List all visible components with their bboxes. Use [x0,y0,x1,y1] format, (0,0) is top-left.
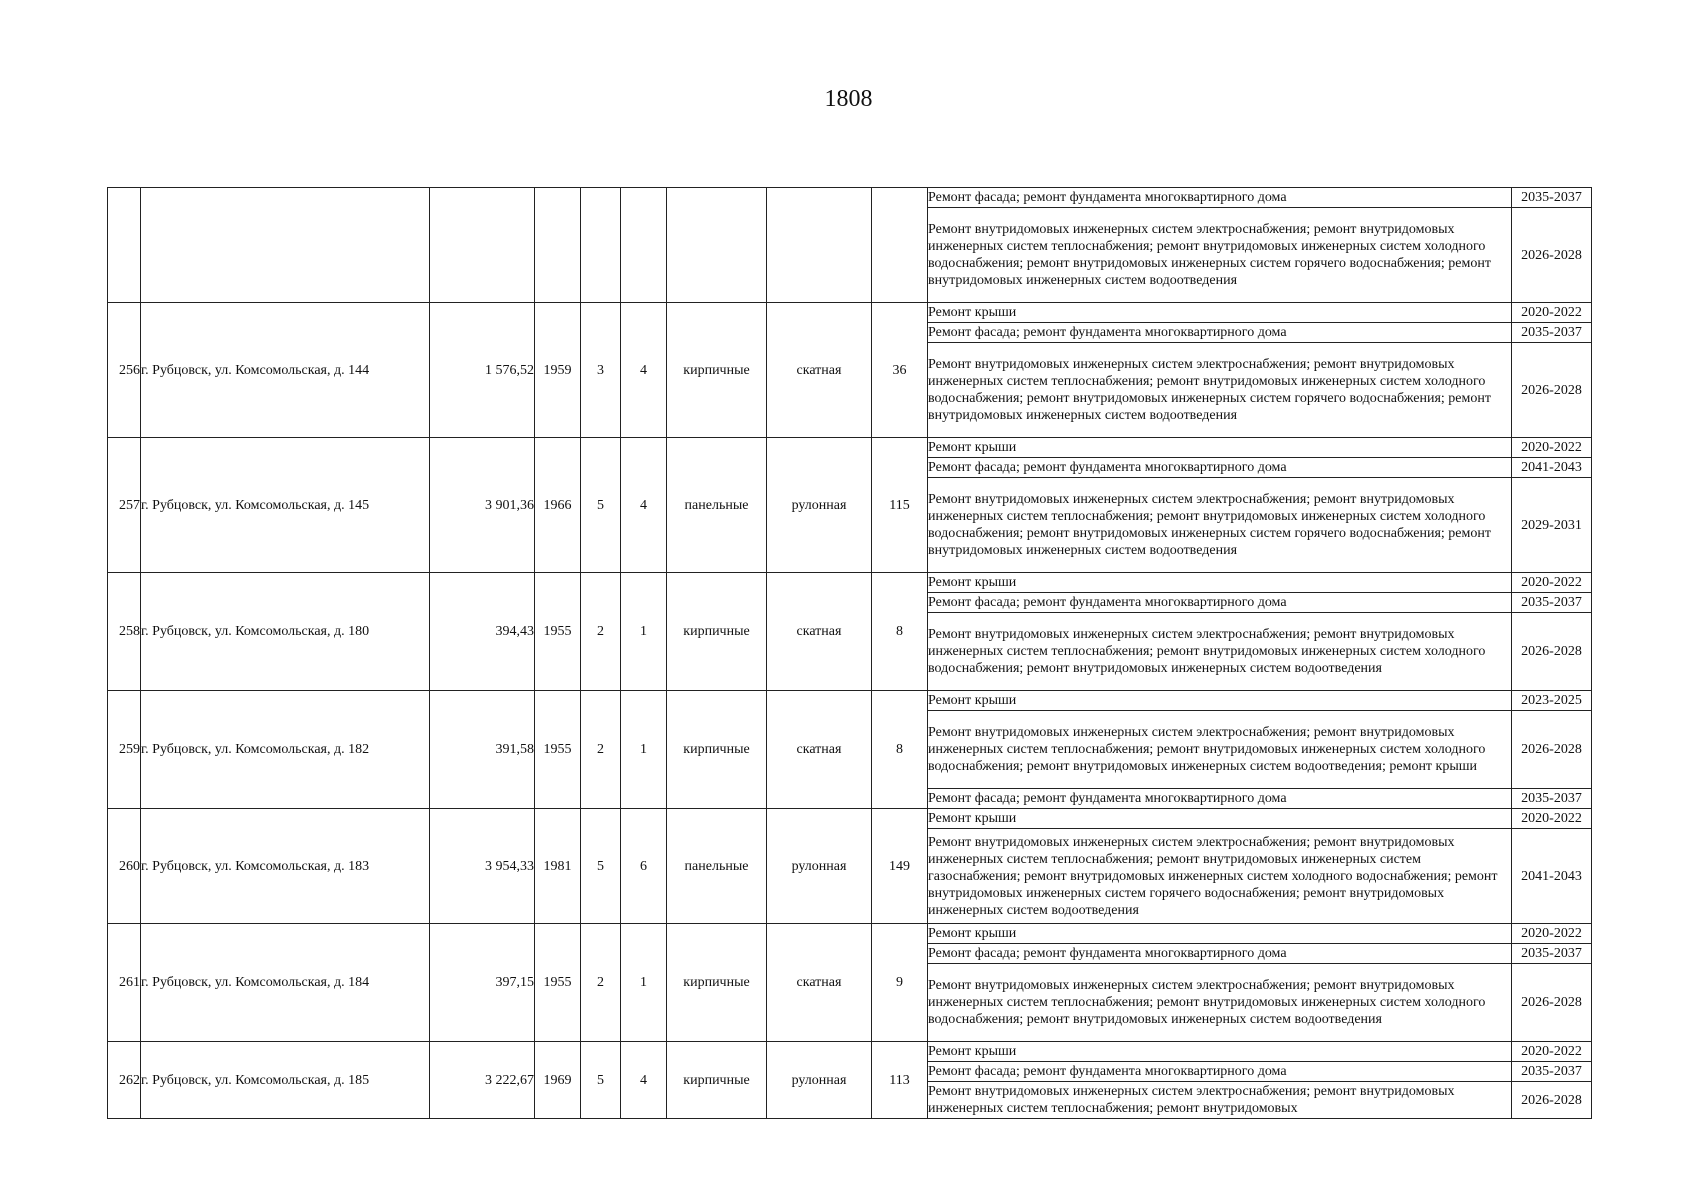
apartments-cell: 8 [872,573,928,691]
work-type-cell: Ремонт внутридомовых инженерных систем электроснабжения; ремонт внутридомовых инженерных систем теплоснабжения; ремонт внутридомовых [928,1082,1512,1119]
walls-cell [667,188,767,303]
work-period-cell: 2041-2043 [1512,829,1592,924]
row-number: 259 [108,691,141,809]
work-type-cell: Ремонт внутридомовых инженерных систем электроснабжения; ремонт внутридомовых инженерных систем теплоснабжения; ремонт внутридомовых инженерных систем холодного водоснабжения; ремонт внутридомовых инженерных систем горячего водоснабжения; ремонт внутридомовых инженерных систем водоотведения [928,343,1512,438]
year-cell: 1981 [535,809,581,924]
walls-cell: кирпичные [667,924,767,1042]
work-type-cell: Ремонт фасада; ремонт фундамента многоквартирного дома [928,789,1512,809]
work-type-cell: Ремонт крыши [928,691,1512,711]
work-period-cell: 2020-2022 [1512,438,1592,458]
work-type-cell: Ремонт внутридомовых инженерных систем электроснабжения; ремонт внутридомовых инженерных систем теплоснабжения; ремонт внутридомовых инженерных систем холодного водоснабжения; ремонт внутридомовых инженерных систем водоотведения [928,964,1512,1042]
year-cell: 1969 [535,1042,581,1119]
table-row [108,809,1592,829]
floors-cell [581,188,621,303]
row-number [108,188,141,303]
area-cell: 397,15 [430,924,535,1042]
area-cell: 3 222,67 [430,1042,535,1119]
year-cell: 1955 [535,924,581,1042]
year-cell: 1959 [535,303,581,438]
walls-cell: кирпичные [667,1042,767,1119]
walls-cell: панельные [667,809,767,924]
walls-cell: панельные [667,438,767,573]
work-period-cell: 2020-2022 [1512,1042,1592,1062]
area-cell: 3 901,36 [430,438,535,573]
table-row [108,1042,1592,1062]
area-cell: 1 576,52 [430,303,535,438]
table-row [108,691,1592,711]
entrances-cell: 6 [621,809,667,924]
work-period-cell: 2020-2022 [1512,809,1592,829]
floors-cell: 2 [581,573,621,691]
work-type-cell: Ремонт внутридомовых инженерных систем электроснабжения; ремонт внутридомовых инженерных систем теплоснабжения; ремонт внутридомовых инженерных систем холодного водоснабжения; ремонт внутридомовых инженерных систем водоотведения; ремонт крыши [928,711,1512,789]
area-cell: 391,58 [430,691,535,809]
roof-cell: рулонная [767,1042,872,1119]
area-cell [430,188,535,303]
entrances-cell: 4 [621,1042,667,1119]
entrances-cell: 1 [621,573,667,691]
entrances-cell [621,188,667,303]
address-cell: г. Рубцовск, ул. Комсомольская, д. 145 [141,438,430,573]
apartments-cell: 113 [872,1042,928,1119]
address-cell: г. Рубцовск, ул. Комсомольская, д. 180 [141,573,430,691]
work-period-cell: 2041-2043 [1512,458,1592,478]
apartments-cell: 115 [872,438,928,573]
entrances-cell: 4 [621,303,667,438]
row-number: 257 [108,438,141,573]
floors-cell: 5 [581,438,621,573]
floors-cell: 5 [581,1042,621,1119]
work-period-cell: 2035-2037 [1512,593,1592,613]
address-cell [141,188,430,303]
table-row [108,188,1592,208]
address-cell: г. Рубцовск, ул. Комсомольская, д. 183 [141,809,430,924]
work-period-cell: 2035-2037 [1512,789,1592,809]
year-cell: 1955 [535,573,581,691]
apartments-cell: 8 [872,691,928,809]
area-cell: 3 954,33 [430,809,535,924]
work-period-cell: 2035-2037 [1512,944,1592,964]
work-type-cell: Ремонт крыши [928,438,1512,458]
floors-cell: 2 [581,691,621,809]
apartments-cell: 36 [872,303,928,438]
work-type-cell: Ремонт крыши [928,573,1512,593]
roof-cell: скатная [767,573,872,691]
apartments-cell: 9 [872,924,928,1042]
walls-cell: кирпичные [667,303,767,438]
work-type-cell: Ремонт внутридомовых инженерных систем электроснабжения; ремонт внутридомовых инженерных систем теплоснабжения; ремонт внутридомовых инженерных систем холодного водоснабжения; ремонт внутридомовых инженерных систем водоотведения [928,613,1512,691]
roof-cell: скатная [767,303,872,438]
floors-cell: 2 [581,924,621,1042]
entrances-cell: 1 [621,691,667,809]
work-type-cell: Ремонт фасада; ремонт фундамента многоквартирного дома [928,944,1512,964]
area-cell: 394,43 [430,573,535,691]
work-type-cell: Ремонт фасада; ремонт фундамента многоквартирного дома [928,323,1512,343]
work-period-cell: 2035-2037 [1512,323,1592,343]
work-period-cell: 2026-2028 [1512,343,1592,438]
work-period-cell: 2026-2028 [1512,208,1592,303]
housing-register-table [107,187,1592,1119]
roof-cell: скатная [767,691,872,809]
roof-cell: скатная [767,924,872,1042]
year-cell [535,188,581,303]
work-type-cell: Ремонт внутридомовых инженерных систем электроснабжения; ремонт внутридомовых инженерных систем теплоснабжения; ремонт внутридомовых инженерных систем газоснабжения; ремонт внутридомовых инженерных систем холодного водоснабжения; ремонт внутридомовых инженерных систем горячего водоснабжения; ремонт внутридомовых инженерных систем водоотведения [928,829,1512,924]
work-period-cell: 2020-2022 [1512,573,1592,593]
work-type-cell: Ремонт крыши [928,809,1512,829]
work-period-cell: 2026-2028 [1512,711,1592,789]
apartments-cell [872,188,928,303]
page-number: 1808 [824,86,873,112]
work-type-cell: Ремонт фасада; ремонт фундамента многоквартирного дома [928,188,1512,208]
work-period-cell: 2026-2028 [1512,613,1592,691]
work-period-cell: 2020-2022 [1512,924,1592,944]
work-type-cell: Ремонт внутридомовых инженерных систем электроснабжения; ремонт внутридомовых инженерных систем теплоснабжения; ремонт внутридомовых инженерных систем холодного водоснабжения; ремонт внутридомовых инженерных систем горячего водоснабжения; ремонт внутридомовых инженерных систем водоотведения [928,208,1512,303]
work-period-cell: 2035-2037 [1512,1062,1592,1082]
work-type-cell: Ремонт крыши [928,1042,1512,1062]
work-period-cell: 2029-2031 [1512,478,1592,573]
address-cell: г. Рубцовск, ул. Комсомольская, д. 144 [141,303,430,438]
table-row [108,573,1592,593]
table-row [108,438,1592,458]
entrances-cell: 4 [621,438,667,573]
year-cell: 1955 [535,691,581,809]
roof-cell: рулонная [767,438,872,573]
work-type-cell: Ремонт внутридомовых инженерных систем электроснабжения; ремонт внутридомовых инженерных систем теплоснабжения; ремонт внутридомовых инженерных систем холодного водоснабжения; ремонт внутридомовых инженерных систем горячего водоснабжения; ремонт внутридомовых инженерных систем водоотведения [928,478,1512,573]
address-cell: г. Рубцовск, ул. Комсомольская, д. 182 [141,691,430,809]
roof-cell [767,188,872,303]
floors-cell: 5 [581,809,621,924]
floors-cell: 3 [581,303,621,438]
roof-cell: рулонная [767,809,872,924]
work-period-cell: 2026-2028 [1512,964,1592,1042]
register-body [108,188,1592,1119]
work-period-cell: 2020-2022 [1512,303,1592,323]
row-number: 256 [108,303,141,438]
table-row [108,303,1592,323]
work-type-cell: Ремонт фасада; ремонт фундамента многоквартирного дома [928,1062,1512,1082]
work-type-cell: Ремонт фасада; ремонт фундамента многоквартирного дома [928,458,1512,478]
year-cell: 1966 [535,438,581,573]
walls-cell: кирпичные [667,573,767,691]
work-period-cell: 2026-2028 [1512,1082,1592,1119]
row-number: 261 [108,924,141,1042]
work-type-cell: Ремонт крыши [928,924,1512,944]
table-row [108,924,1592,944]
address-cell: г. Рубцовск, ул. Комсомольская, д. 184 [141,924,430,1042]
entrances-cell: 1 [621,924,667,1042]
walls-cell: кирпичные [667,691,767,809]
work-type-cell: Ремонт фасада; ремонт фундамента многоквартирного дома [928,593,1512,613]
work-period-cell: 2035-2037 [1512,188,1592,208]
address-cell: г. Рубцовск, ул. Комсомольская, д. 185 [141,1042,430,1119]
work-period-cell: 2023-2025 [1512,691,1592,711]
apartments-cell: 149 [872,809,928,924]
row-number: 262 [108,1042,141,1119]
row-number: 258 [108,573,141,691]
work-type-cell: Ремонт крыши [928,303,1512,323]
row-number: 260 [108,809,141,924]
